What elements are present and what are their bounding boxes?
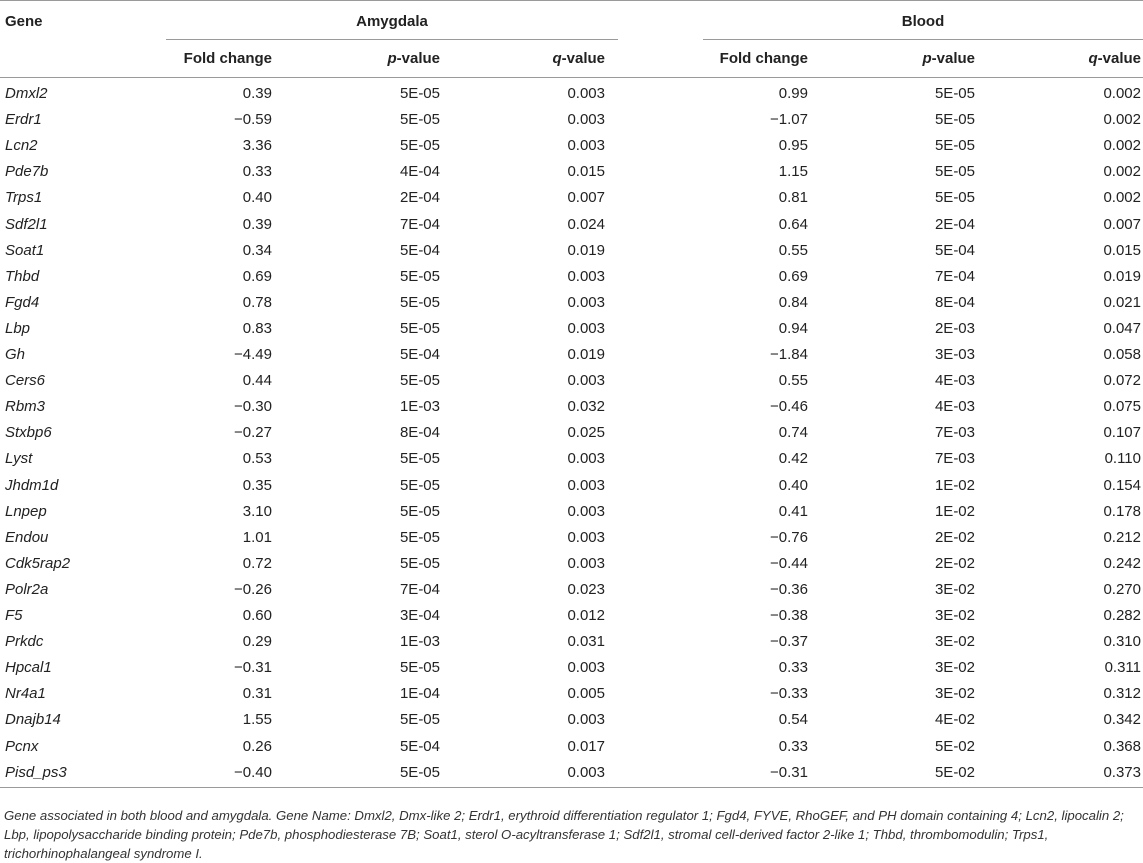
amygdala-p-value-cell: 3E-04 bbox=[399, 607, 440, 624]
blood-q-value-cell: 0.242 bbox=[1103, 554, 1141, 572]
amygdala-q-value-cell: 0.003 bbox=[567, 450, 605, 468]
amygdala-fold-change-cell: 0.39 bbox=[242, 215, 272, 233]
amygdala-fold-change-cell: −0.59 bbox=[234, 111, 272, 129]
blood-p-value-cell: 7E-03 bbox=[934, 424, 975, 442]
amygdala-q-value-cell: 0.032 bbox=[567, 398, 605, 416]
blood-fold-change-cell: 1.15 bbox=[778, 163, 808, 181]
gene-name: Erdr1 bbox=[5, 111, 42, 129]
blood-group-rule bbox=[703, 39, 1143, 40]
blood-p-value-cell: 7E-04 bbox=[934, 267, 975, 285]
amygdala-q-value-header: q-value bbox=[552, 50, 605, 67]
amygdala-fold-change-cell: 0.69 bbox=[242, 267, 272, 285]
blood-fold-change-cell: −1.84 bbox=[770, 346, 808, 363]
amygdala-fold-change-cell: 0.60 bbox=[242, 607, 272, 624]
blood-q-value-cell: 0.110 bbox=[1104, 450, 1141, 468]
blood-p-value-cell: 8E-04 bbox=[934, 293, 975, 311]
amygdala-group-rule bbox=[166, 39, 618, 40]
amygdala-p-value-cell: 5E-05 bbox=[399, 711, 440, 729]
blood-fold-change-cell: 0.40 bbox=[778, 476, 808, 494]
blood-fold-change-cell: 0.94 bbox=[778, 319, 808, 337]
blood-q-value-cell: 0.075 bbox=[1103, 398, 1141, 416]
gene-name: Sdf2l1 bbox=[5, 215, 48, 233]
gene-name: Lyst bbox=[5, 450, 33, 468]
amygdala-q-value-cell: 0.019 bbox=[567, 241, 605, 259]
gene-name: Polr2a bbox=[5, 580, 49, 598]
blood-q-value-cell: 0.373 bbox=[1103, 763, 1141, 781]
amygdala-q-value-cell: 0.003 bbox=[567, 372, 605, 390]
blood-p-value-cell: 3E-02 bbox=[934, 685, 975, 703]
blood-p-value-cell: 3E-02 bbox=[934, 580, 975, 598]
gene-name: Gh bbox=[5, 346, 26, 363]
amygdala-q-value-cell: 0.003 bbox=[567, 319, 605, 337]
blood-p-value-cell: 3E-02 bbox=[934, 607, 975, 624]
amygdala-q-value-cell: 0.007 bbox=[567, 189, 605, 207]
gene-name: Endou bbox=[5, 528, 49, 546]
blood-q-value-cell: 0.312 bbox=[1103, 685, 1141, 703]
amygdala-fold-change-cell: 0.29 bbox=[242, 633, 272, 651]
amygdala-q-value-cell: 0.003 bbox=[567, 267, 605, 285]
amygdala-p-value-cell: 5E-05 bbox=[399, 528, 440, 546]
blood-p-value-cell: 5E-05 bbox=[934, 85, 975, 102]
amygdala-p-value-cell: 1E-04 bbox=[399, 685, 440, 703]
amygdala-fold-change-cell: 0.35 bbox=[242, 476, 272, 494]
amygdala-fold-change-cell: 0.40 bbox=[242, 189, 272, 207]
gene-column-header: Gene bbox=[5, 13, 43, 30]
gene-name: Dnajb14 bbox=[5, 711, 61, 729]
blood-p-value-cell: 2E-02 bbox=[934, 554, 975, 572]
amygdala-fold-change-cell: 0.26 bbox=[242, 737, 272, 755]
gene-name: Hpcal1 bbox=[5, 659, 52, 677]
blood-q-value-cell: 0.072 bbox=[1103, 372, 1141, 390]
blood-q-value-cell: 0.212 bbox=[1103, 528, 1141, 546]
amygdala-p-value-cell: 5E-05 bbox=[399, 293, 440, 311]
blood-q-value-cell: 0.002 bbox=[1103, 111, 1141, 129]
blood-p-value-cell: 4E-02 bbox=[934, 711, 975, 729]
amygdala-fold-change-cell: 0.34 bbox=[242, 241, 272, 259]
table-bottom-rule bbox=[0, 787, 1143, 788]
amygdala-q-value-cell: 0.031 bbox=[567, 633, 605, 651]
amygdala-group-header: Amygdala bbox=[356, 13, 428, 30]
blood-p-value-cell: 2E-03 bbox=[934, 319, 975, 337]
blood-fold-change-cell: 0.95 bbox=[778, 137, 808, 155]
blood-q-value-cell: 0.282 bbox=[1103, 607, 1141, 624]
blood-p-value-cell: 2E-02 bbox=[934, 528, 975, 546]
amygdala-fold-change-cell: 3.10 bbox=[242, 502, 272, 520]
amygdala-p-value-cell: 5E-05 bbox=[399, 763, 440, 781]
amygdala-q-value-cell: 0.025 bbox=[567, 424, 605, 442]
amygdala-fold-change-header: Fold change bbox=[183, 50, 272, 67]
blood-q-value-cell: 0.019 bbox=[1103, 267, 1141, 285]
gene-name: Lbp bbox=[5, 319, 31, 337]
blood-fold-change-cell: −0.44 bbox=[770, 554, 808, 572]
amygdala-fold-change-cell: 0.78 bbox=[242, 293, 272, 311]
amygdala-p-value-cell: 8E-04 bbox=[399, 424, 440, 442]
blood-fold-change-cell: −0.46 bbox=[770, 398, 808, 416]
blood-p-value-cell: 3E-02 bbox=[934, 659, 975, 677]
blood-q-value-cell: 0.002 bbox=[1103, 85, 1141, 102]
blood-fold-change-cell: −0.33 bbox=[770, 685, 808, 703]
gene-name: Jhdm1d bbox=[5, 476, 59, 494]
blood-q-value-cell: 0.007 bbox=[1103, 215, 1141, 233]
blood-fold-change-cell: −1.07 bbox=[770, 111, 808, 129]
amygdala-p-value-cell: 7E-04 bbox=[399, 215, 440, 233]
blood-p-value-cell: 5E-05 bbox=[934, 111, 975, 129]
blood-p-value-header: p-value bbox=[922, 50, 975, 67]
amygdala-q-value-cell: 0.017 bbox=[567, 737, 605, 755]
amygdala-q-value-cell: 0.003 bbox=[567, 111, 605, 129]
gene-name: Thbd bbox=[5, 267, 40, 285]
amygdala-p-value-cell: 5E-04 bbox=[399, 346, 440, 363]
amygdala-q-value-cell: 0.003 bbox=[567, 137, 605, 155]
gene-name: Pcnx bbox=[5, 737, 39, 755]
blood-fold-change-header: Fold change bbox=[719, 50, 808, 67]
gene-name: Lnpep bbox=[5, 502, 47, 520]
gene-name: Soat1 bbox=[5, 241, 45, 259]
amygdala-fold-change-cell: 0.33 bbox=[242, 163, 272, 181]
amygdala-fold-change-cell: 0.44 bbox=[242, 372, 272, 390]
amygdala-p-value-cell: 5E-05 bbox=[399, 554, 440, 572]
blood-fold-change-cell: 0.99 bbox=[778, 85, 808, 102]
blood-p-value-cell: 2E-04 bbox=[934, 215, 975, 233]
amygdala-p-value-cell: 5E-05 bbox=[399, 85, 440, 102]
amygdala-q-value-cell: 0.015 bbox=[567, 163, 605, 181]
blood-p-value-cell: 4E-03 bbox=[934, 372, 975, 390]
blood-q-value-cell: 0.342 bbox=[1103, 711, 1141, 729]
amygdala-q-value-cell: 0.003 bbox=[567, 476, 605, 494]
amygdala-p-value-cell: 7E-04 bbox=[399, 580, 440, 598]
gene-name: Cdk5rap2 bbox=[5, 554, 71, 572]
amygdala-q-value-cell: 0.012 bbox=[567, 607, 605, 624]
gene-name: Fgd4 bbox=[5, 293, 40, 311]
blood-q-value-cell: 0.021 bbox=[1103, 293, 1141, 311]
amygdala-q-value-cell: 0.024 bbox=[567, 215, 605, 233]
top-rule bbox=[0, 0, 1143, 1]
amygdala-p-value-cell: 5E-05 bbox=[399, 111, 440, 129]
blood-p-value-cell: 4E-03 bbox=[934, 398, 975, 416]
amygdala-p-value-cell: 1E-03 bbox=[399, 633, 440, 651]
blood-p-value-cell: 5E-05 bbox=[934, 137, 975, 155]
amygdala-p-value-cell: 4E-04 bbox=[399, 163, 440, 181]
blood-fold-change-cell: 0.55 bbox=[778, 241, 808, 259]
amygdala-p-value-cell: 5E-05 bbox=[399, 450, 440, 468]
blood-fold-change-cell: 0.84 bbox=[778, 293, 808, 311]
blood-q-value-cell: 0.154 bbox=[1103, 476, 1141, 494]
amygdala-p-value-cell: 5E-04 bbox=[399, 241, 440, 259]
amygdala-fold-change-cell: 0.53 bbox=[242, 450, 272, 468]
gene-name: Pde7b bbox=[5, 163, 49, 181]
blood-fold-change-cell: −0.38 bbox=[770, 607, 808, 624]
blood-q-value-cell: 0.311 bbox=[1104, 659, 1141, 677]
blood-q-value-cell: 0.107 bbox=[1103, 424, 1141, 442]
header-bottom-rule bbox=[0, 77, 1143, 78]
blood-fold-change-cell: 0.64 bbox=[778, 215, 808, 233]
amygdala-q-value-cell: 0.003 bbox=[567, 763, 605, 781]
amygdala-fold-change-cell: −4.49 bbox=[234, 346, 272, 363]
blood-fold-change-cell: −0.37 bbox=[770, 633, 808, 651]
amygdala-q-value-cell: 0.019 bbox=[567, 346, 605, 363]
blood-q-value-cell: 0.015 bbox=[1103, 241, 1141, 259]
amygdala-p-value-cell: 5E-05 bbox=[399, 267, 440, 285]
blood-q-value-cell: 0.270 bbox=[1103, 580, 1141, 598]
amygdala-p-value-cell: 1E-03 bbox=[399, 398, 440, 416]
blood-fold-change-cell: −0.36 bbox=[770, 580, 808, 598]
amygdala-q-value-cell: 0.003 bbox=[567, 502, 605, 520]
amygdala-p-value-cell: 5E-05 bbox=[399, 659, 440, 677]
blood-q-value-cell: 0.002 bbox=[1103, 189, 1141, 207]
blood-q-value-header: q-value bbox=[1088, 50, 1141, 67]
gene-name: Prkdc bbox=[5, 633, 44, 651]
amygdala-q-value-cell: 0.003 bbox=[567, 528, 605, 546]
amygdala-p-value-cell: 5E-05 bbox=[399, 137, 440, 155]
blood-fold-change-cell: 0.69 bbox=[778, 267, 808, 285]
blood-p-value-cell: 5E-02 bbox=[934, 763, 975, 781]
blood-q-value-cell: 0.002 bbox=[1103, 137, 1141, 155]
amygdala-p-value-cell: 5E-05 bbox=[399, 319, 440, 337]
gene-name: Stxbp6 bbox=[5, 424, 52, 442]
blood-p-value-cell: 5E-04 bbox=[934, 241, 975, 259]
blood-p-value-cell: 1E-02 bbox=[934, 476, 975, 494]
amygdala-p-value-cell: 5E-05 bbox=[399, 476, 440, 494]
blood-q-value-cell: 0.002 bbox=[1103, 163, 1141, 181]
gene-name: Dmxl2 bbox=[5, 85, 48, 102]
amygdala-q-value-cell: 0.003 bbox=[567, 554, 605, 572]
blood-p-value-cell: 3E-02 bbox=[934, 633, 975, 651]
blood-q-value-cell: 0.058 bbox=[1103, 346, 1141, 363]
amygdala-q-value-cell: 0.023 bbox=[567, 580, 605, 598]
amygdala-q-value-cell: 0.003 bbox=[567, 293, 605, 311]
amygdala-p-value-cell: 5E-04 bbox=[399, 737, 440, 755]
blood-p-value-cell: 5E-05 bbox=[934, 163, 975, 181]
amygdala-q-value-cell: 0.003 bbox=[567, 711, 605, 729]
blood-p-value-cell: 5E-02 bbox=[934, 737, 975, 755]
table-footnote: Gene associated in both blood and amygdala. Gene Name: Dmxl2, Dmx-like 2; Erdr1, erythroid differentiation regulator 1; Fgd4, FYVE, RhoGEF, and PH domain containing 4; Lcn2, lipocalin 2; Lbp, lipopolysaccharide binding protein; Pde7b, phosphodiesterase 7B; Soat1, sterol O-acyltransferase 1; Sdf2l1, stromal cell-derived factor 2-like 1; Thbd, thrombomodulin; Trps1, trichorhinophalangeal syndrome I. bbox=[4, 808, 1124, 861]
blood-fold-change-cell: 0.55 bbox=[778, 372, 808, 390]
gene-name: Nr4a1 bbox=[5, 685, 46, 703]
amygdala-fold-change-cell: 0.72 bbox=[242, 554, 272, 572]
blood-q-value-cell: 0.368 bbox=[1103, 737, 1141, 755]
blood-q-value-cell: 0.310 bbox=[1103, 633, 1141, 651]
blood-fold-change-cell: 0.81 bbox=[778, 189, 808, 207]
amygdala-fold-change-cell: 0.31 bbox=[242, 685, 272, 703]
amygdala-fold-change-cell: 0.39 bbox=[242, 85, 272, 102]
amygdala-fold-change-cell: −0.26 bbox=[234, 580, 272, 598]
amygdala-p-value-cell: 2E-04 bbox=[399, 189, 440, 207]
gene-name: Trps1 bbox=[5, 189, 43, 207]
amygdala-fold-change-cell: −0.40 bbox=[234, 763, 272, 781]
amygdala-fold-change-cell: 1.01 bbox=[242, 528, 272, 546]
amygdala-fold-change-cell: 3.36 bbox=[242, 137, 272, 155]
gene-name: Lcn2 bbox=[5, 137, 38, 155]
blood-p-value-cell: 3E-03 bbox=[934, 346, 975, 363]
blood-fold-change-cell: −0.31 bbox=[770, 763, 808, 781]
gene-name: Cers6 bbox=[5, 372, 46, 390]
blood-fold-change-cell: 0.33 bbox=[778, 659, 808, 677]
blood-fold-change-cell: 0.41 bbox=[778, 502, 808, 520]
amygdala-fold-change-cell: 0.83 bbox=[242, 319, 272, 337]
amygdala-fold-change-cell: −0.30 bbox=[234, 398, 272, 416]
blood-fold-change-cell: 0.54 bbox=[778, 711, 808, 729]
amygdala-fold-change-cell: −0.31 bbox=[234, 659, 272, 677]
blood-q-value-cell: 0.178 bbox=[1103, 502, 1141, 520]
amygdala-p-value-cell: 5E-05 bbox=[399, 372, 440, 390]
blood-p-value-cell: 1E-02 bbox=[934, 502, 975, 520]
amygdala-p-value-header: p-value bbox=[387, 50, 440, 67]
amygdala-q-value-cell: 0.003 bbox=[567, 85, 605, 102]
amygdala-q-value-cell: 0.003 bbox=[567, 659, 605, 677]
blood-q-value-cell: 0.047 bbox=[1103, 319, 1141, 337]
blood-p-value-cell: 5E-05 bbox=[934, 189, 975, 207]
gene-name: F5 bbox=[5, 607, 23, 624]
amygdala-fold-change-cell: −0.27 bbox=[234, 424, 272, 442]
blood-fold-change-cell: −0.76 bbox=[770, 528, 808, 546]
gene-name: Rbm3 bbox=[5, 398, 46, 416]
blood-fold-change-cell: 0.33 bbox=[778, 737, 808, 755]
blood-fold-change-cell: 0.74 bbox=[778, 424, 808, 442]
amygdala-fold-change-cell: 1.55 bbox=[242, 711, 272, 729]
blood-fold-change-cell: 0.42 bbox=[778, 450, 808, 468]
blood-group-header: Blood bbox=[901, 13, 945, 30]
amygdala-q-value-cell: 0.005 bbox=[567, 685, 605, 703]
amygdala-p-value-cell: 5E-05 bbox=[399, 502, 440, 520]
blood-p-value-cell: 7E-03 bbox=[934, 450, 975, 468]
gene-name: Pisd_ps3 bbox=[5, 763, 67, 781]
